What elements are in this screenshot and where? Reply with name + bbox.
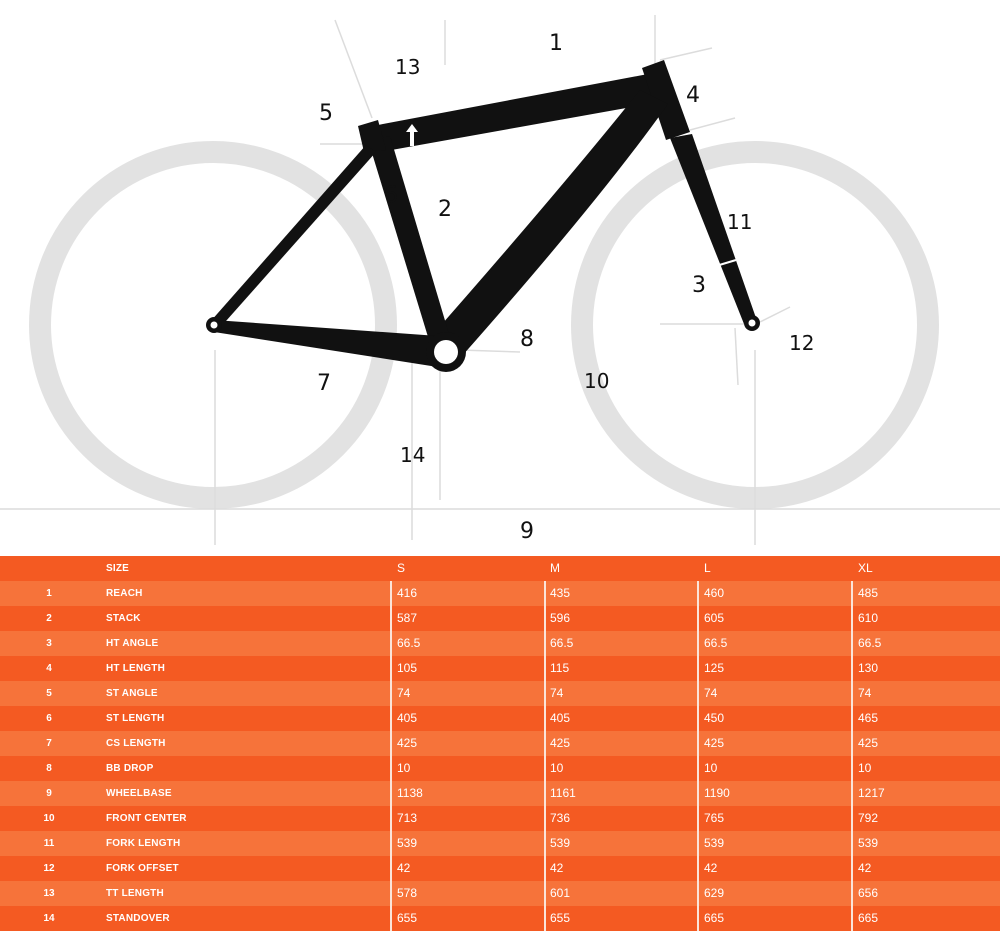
value-l: 665: [704, 911, 725, 925]
column-separator: [697, 731, 699, 756]
chain-stay: [214, 320, 444, 368]
column-separator: [697, 581, 699, 606]
value-xl: 656: [858, 886, 879, 900]
value-xl: 792: [858, 811, 879, 825]
row-number: 9: [46, 788, 52, 799]
value-l: 539: [704, 836, 725, 850]
table-row: [0, 656, 1000, 681]
value-s: 105: [397, 661, 418, 675]
value-m: 115: [550, 661, 570, 675]
column-separator: [544, 606, 546, 631]
value-xl: 42: [858, 861, 872, 875]
column-separator: [544, 881, 546, 906]
row-number: 10: [43, 813, 55, 824]
table-header-row: [0, 556, 1000, 581]
value-m: 596: [550, 611, 571, 625]
table-row: [0, 806, 1000, 831]
column-separator: [851, 831, 853, 856]
row-label: FRONT CENTER: [106, 813, 187, 824]
value-m: 42: [550, 861, 564, 875]
row-label: ST LENGTH: [106, 713, 165, 724]
value-m: 425: [550, 736, 571, 750]
callout-7: 7: [317, 371, 331, 396]
row-number: 13: [43, 888, 55, 899]
column-separator: [697, 606, 699, 631]
row-label: CS LENGTH: [106, 738, 166, 749]
column-separator: [390, 631, 392, 656]
row-label: STANDOVER: [106, 913, 170, 924]
callout-13: 13: [395, 55, 421, 79]
value-l: 425: [704, 736, 725, 750]
callout-14: 14: [400, 443, 426, 467]
value-l: 125: [704, 661, 725, 675]
column-separator: [697, 906, 699, 931]
column-separator: [697, 706, 699, 731]
table-row: [0, 756, 1000, 781]
value-m: 655: [550, 911, 571, 925]
value-m: 10: [550, 761, 564, 775]
column-separator: [851, 781, 853, 806]
value-m: 1161: [550, 786, 576, 800]
value-m: 601: [550, 886, 571, 900]
value-s: 713: [397, 811, 418, 825]
column-separator: [544, 831, 546, 856]
column-separator: [697, 881, 699, 906]
header-num: [0, 556, 98, 581]
column-separator: [544, 756, 546, 781]
row-label: ST ANGLE: [106, 688, 158, 699]
value-s: 405: [397, 711, 418, 725]
table-row: [0, 706, 1000, 731]
value-s: 74: [397, 686, 411, 700]
header-m: M: [550, 561, 560, 575]
column-separator: [544, 806, 546, 831]
column-separator: [851, 681, 853, 706]
callout-12: 12: [789, 331, 815, 355]
table-row: [0, 606, 1000, 631]
value-l: 74: [704, 686, 718, 700]
table-row: [0, 906, 1000, 931]
row-label: HT ANGLE: [106, 638, 159, 649]
callout-3: 3: [692, 273, 706, 298]
column-separator: [544, 706, 546, 731]
row-label: FORK LENGTH: [106, 838, 181, 849]
column-separator: [851, 631, 853, 656]
callout-11: 11: [727, 210, 753, 234]
geometry-table: [0, 556, 1000, 931]
value-xl: 74: [858, 686, 872, 700]
value-s: 655: [397, 911, 418, 925]
column-separator: [851, 881, 853, 906]
value-s: 587: [397, 611, 418, 625]
callout-4: 4: [686, 83, 700, 108]
value-xl: 425: [858, 736, 879, 750]
table-row: [0, 581, 1000, 606]
column-separator: [851, 706, 853, 731]
column-separator: [390, 781, 392, 806]
callout-2: 2: [438, 197, 452, 222]
value-s: 10: [397, 761, 411, 775]
column-separator: [390, 606, 392, 631]
value-l: 66.5: [704, 636, 728, 650]
column-separator: [390, 831, 392, 856]
table-row: [0, 731, 1000, 756]
value-xl: 539: [858, 836, 879, 850]
column-separator: [697, 681, 699, 706]
column-separator: [851, 731, 853, 756]
header-s: S: [397, 561, 406, 575]
column-separator: [544, 631, 546, 656]
value-xl: 485: [858, 586, 879, 600]
row-label: TT LENGTH: [106, 888, 164, 899]
value-l: 460: [704, 586, 725, 600]
column-separator: [390, 881, 392, 906]
value-l: 42: [704, 861, 718, 875]
column-separator: [697, 831, 699, 856]
row-number: 2: [46, 613, 52, 624]
table-row: [0, 631, 1000, 656]
column-separator: [544, 681, 546, 706]
value-xl: 10: [858, 761, 872, 775]
column-separator: [390, 656, 392, 681]
row-number: 1: [46, 588, 52, 599]
value-m: 405: [550, 711, 571, 725]
column-separator: [851, 756, 853, 781]
value-xl: 665: [858, 911, 879, 925]
row-label: WHEELBASE: [106, 788, 172, 799]
value-s: 425: [397, 736, 418, 750]
column-separator: [851, 806, 853, 831]
column-separator: [851, 656, 853, 681]
value-s: 66.5: [397, 636, 421, 650]
callout-10: 10: [584, 369, 610, 393]
value-l: 629: [704, 886, 725, 900]
row-number: 11: [43, 838, 55, 849]
value-l: 605: [704, 611, 725, 625]
value-l: 1190: [704, 786, 730, 800]
column-separator: [697, 781, 699, 806]
value-m: 435: [550, 586, 571, 600]
value-m: 66.5: [550, 636, 574, 650]
row-number: 14: [43, 913, 55, 924]
row-label: STACK: [106, 613, 141, 624]
table-row: [0, 831, 1000, 856]
row-number: 8: [46, 763, 52, 774]
value-s: 1138: [397, 786, 423, 800]
value-xl: 130: [858, 661, 879, 675]
row-number: 12: [43, 863, 55, 874]
row-label: BB DROP: [106, 763, 154, 774]
column-separator: [390, 706, 392, 731]
value-s: 416: [397, 586, 418, 600]
row-label: REACH: [106, 588, 143, 599]
table-row: [0, 856, 1000, 881]
header-size: SIZE: [106, 563, 130, 574]
column-separator: [390, 581, 392, 606]
row-number: 3: [46, 638, 52, 649]
table-row: [0, 781, 1000, 806]
value-xl: 1217: [858, 786, 885, 800]
column-separator: [390, 856, 392, 881]
column-separator: [544, 656, 546, 681]
column-separator: [851, 606, 853, 631]
column-separator: [697, 806, 699, 831]
column-separator: [544, 856, 546, 881]
row-number: 7: [46, 738, 52, 749]
callout-5: 5: [319, 101, 333, 126]
table-row: [0, 681, 1000, 706]
row-label: FORK OFFSET: [106, 863, 179, 874]
column-separator: [390, 731, 392, 756]
column-separator: [544, 781, 546, 806]
column-separator: [544, 906, 546, 931]
value-l: 450: [704, 711, 725, 725]
value-m: 736: [550, 811, 571, 825]
value-s: 578: [397, 886, 418, 900]
column-separator: [390, 806, 392, 831]
table-row: [0, 881, 1000, 906]
column-separator: [851, 906, 853, 931]
column-separator: [390, 756, 392, 781]
callout-8: 8: [520, 327, 534, 352]
header-xl: XL: [858, 561, 873, 575]
column-separator: [697, 656, 699, 681]
value-l: 765: [704, 811, 725, 825]
value-xl: 66.5: [858, 636, 882, 650]
header-l: L: [704, 561, 711, 575]
value-xl: 610: [858, 611, 879, 625]
column-separator: [544, 581, 546, 606]
column-separator: [697, 631, 699, 656]
bike-frame: [206, 60, 760, 372]
value-l: 10: [704, 761, 718, 775]
column-separator: [390, 906, 392, 931]
column-separator: [851, 856, 853, 881]
callout-1: 1: [549, 31, 563, 56]
row-number: 5: [46, 688, 52, 699]
column-separator: [851, 581, 853, 606]
column-separator: [544, 731, 546, 756]
column-separator: [390, 681, 392, 706]
column-separator: [697, 756, 699, 781]
value-s: 539: [397, 836, 418, 850]
value-m: 539: [550, 836, 571, 850]
value-s: 42: [397, 861, 411, 875]
row-number: 4: [46, 663, 52, 674]
callout-9: 9: [520, 519, 534, 544]
callout-6: 6: [384, 183, 398, 208]
value-xl: 465: [858, 711, 879, 725]
row-label: HT LENGTH: [106, 663, 166, 674]
row-number: 6: [46, 713, 52, 724]
column-separator: [697, 856, 699, 881]
value-m: 74: [550, 686, 564, 700]
